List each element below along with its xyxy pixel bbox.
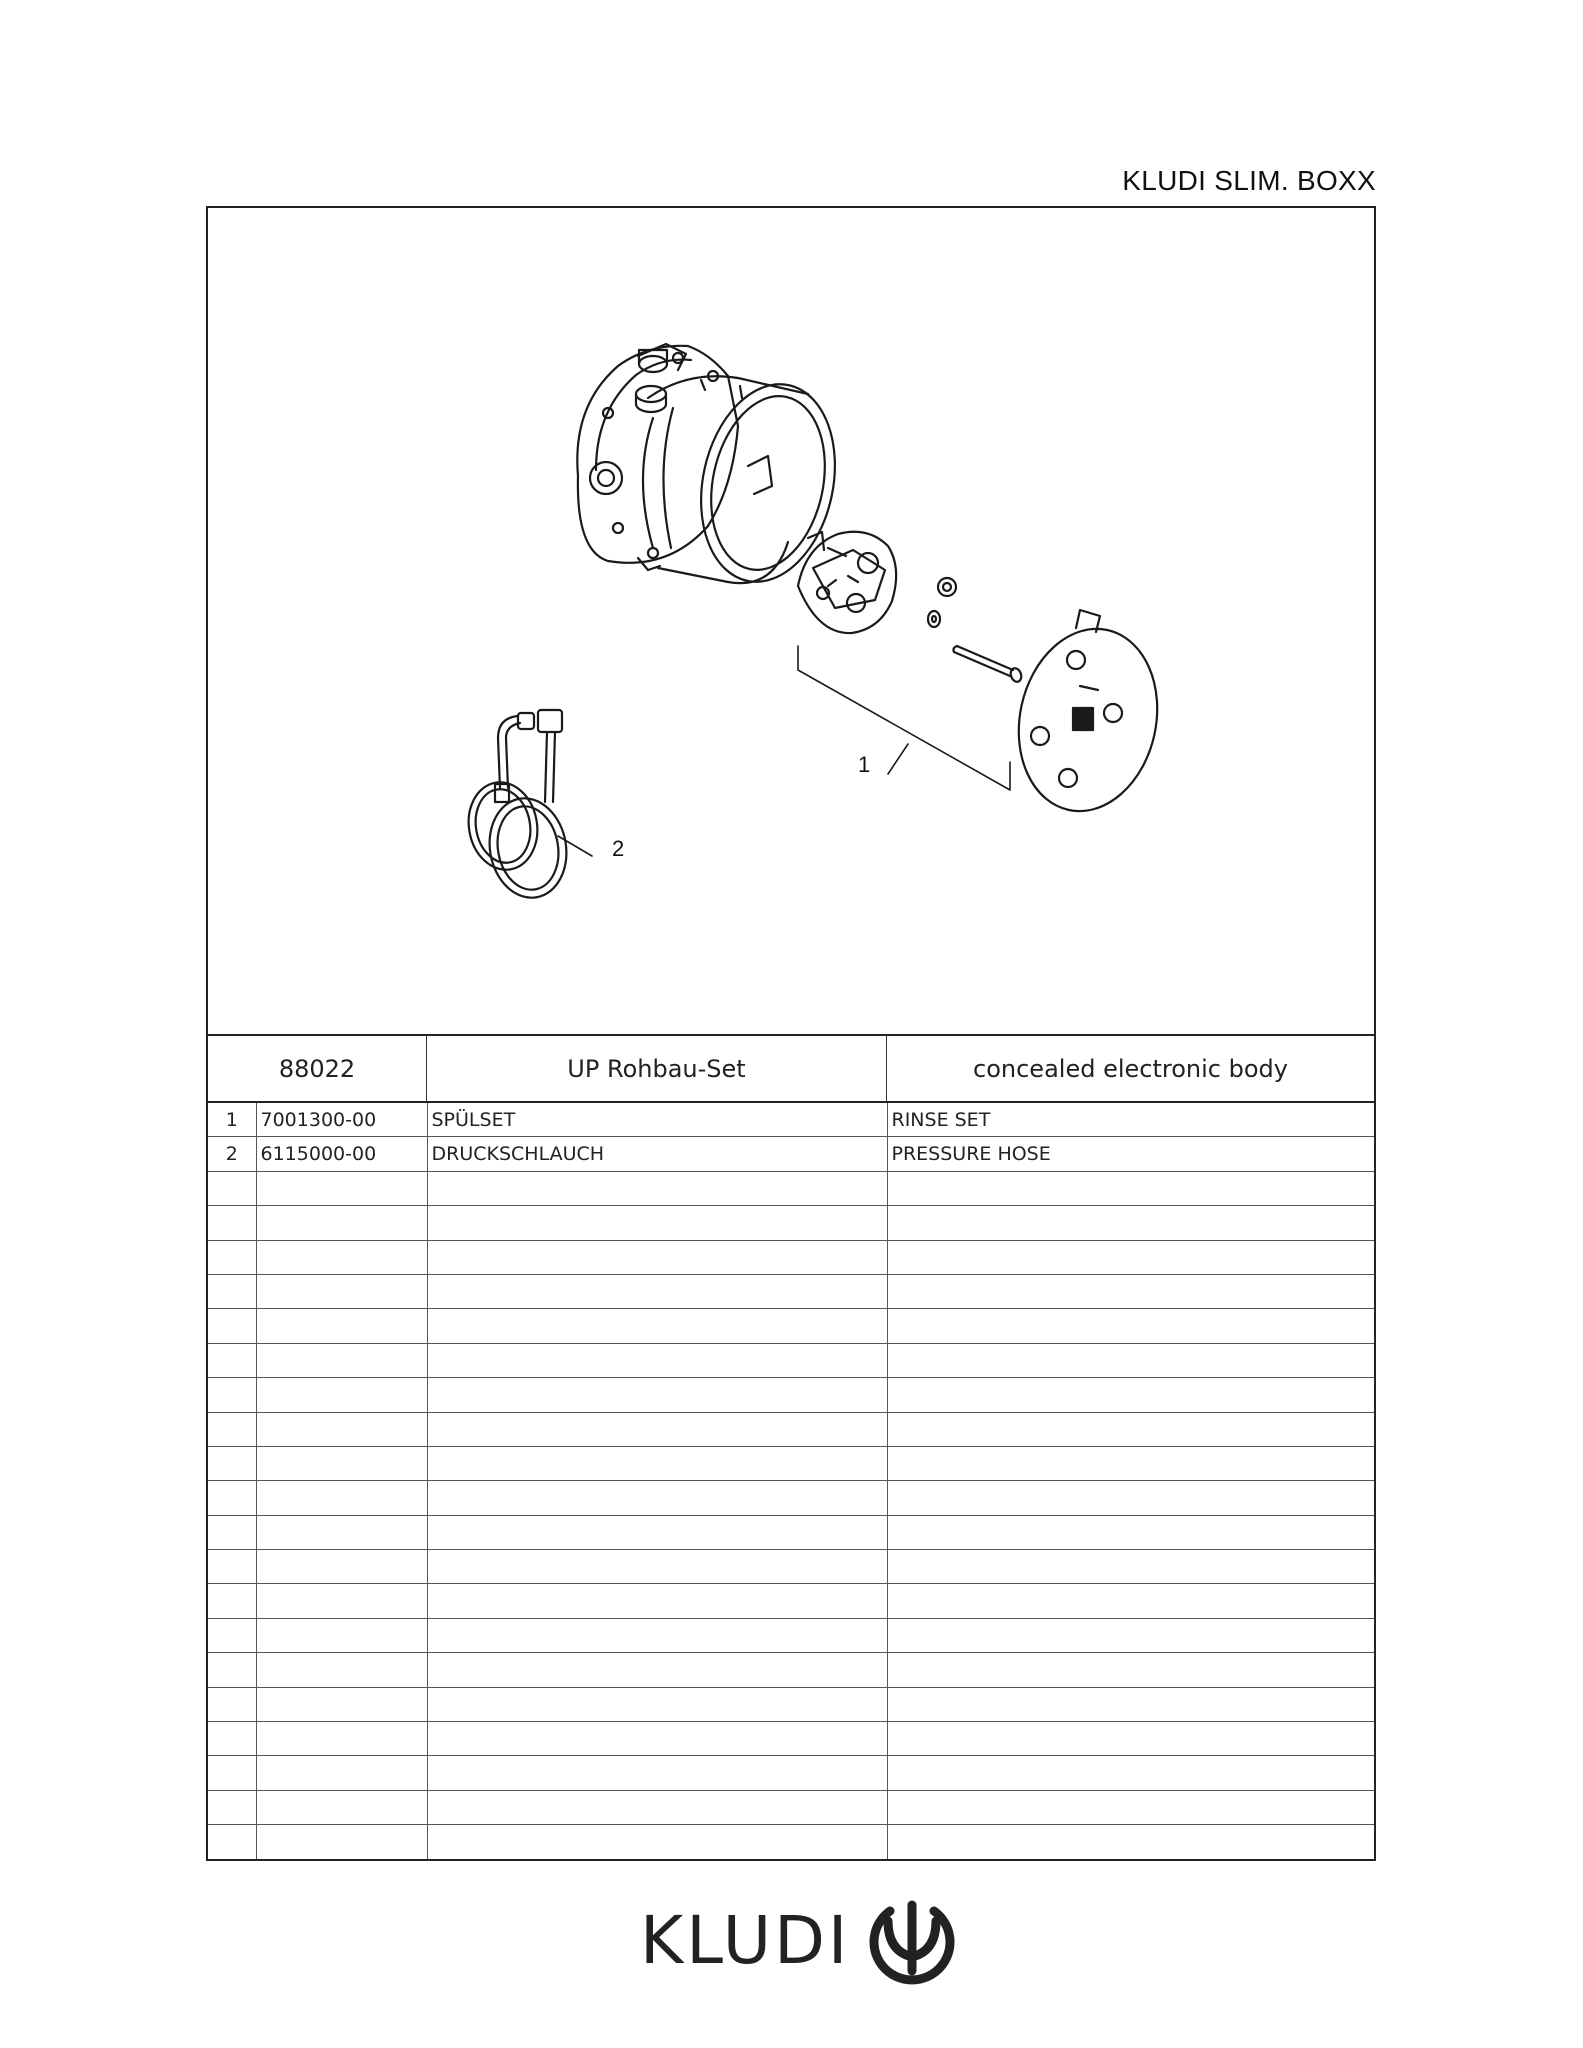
part-position	[208, 1378, 256, 1412]
part-name-english	[887, 1309, 1374, 1343]
part-position	[208, 1790, 256, 1824]
document-title: KLUDI SLIM. BOXX	[1122, 165, 1376, 196]
part-name-english: RINSE SET	[887, 1103, 1374, 1137]
part-name-english	[887, 1446, 1374, 1480]
set-header-row	[208, 1036, 1374, 1103]
part-article-number	[256, 1722, 427, 1756]
drawing-frame	[206, 206, 1376, 1861]
part-article-number: 6115000-00	[256, 1137, 427, 1171]
part-name-german	[427, 1653, 887, 1687]
part-name-english	[887, 1206, 1374, 1240]
seal-parts	[928, 578, 956, 627]
part-name-german	[427, 1274, 887, 1308]
kludi-logo	[640, 1895, 960, 1985]
cover-plate-part	[1002, 610, 1173, 824]
table-row	[208, 1756, 1374, 1790]
part-position	[208, 1515, 256, 1549]
part-position	[208, 1584, 256, 1618]
part-name-german	[427, 1790, 887, 1824]
part-article-number	[256, 1653, 427, 1687]
table-row	[208, 1618, 1374, 1652]
part-article-number	[256, 1618, 427, 1652]
part-article-number	[256, 1240, 427, 1274]
part-name-german	[427, 1309, 887, 1343]
table-row	[208, 1550, 1374, 1584]
part-position	[208, 1309, 256, 1343]
table-row	[208, 1240, 1374, 1274]
table-row	[208, 1412, 1374, 1446]
part-position	[208, 1206, 256, 1240]
table-row	[208, 1687, 1374, 1721]
part-position	[208, 1722, 256, 1756]
screw-part	[953, 646, 1023, 683]
part-name-english: PRESSURE HOSE	[887, 1137, 1374, 1171]
part-name-english	[887, 1825, 1374, 1859]
part-position	[208, 1550, 256, 1584]
part-article-number	[256, 1343, 427, 1377]
callout-label-1: 1	[858, 752, 871, 777]
part-name-german	[427, 1412, 887, 1446]
pressure-hose-part	[462, 710, 592, 904]
part-article-number	[256, 1825, 427, 1859]
logo-wordmark: KLUDI	[640, 1901, 851, 1979]
table-row	[208, 1103, 1374, 1137]
part-name-german: DRUCKSCHLAUCH	[427, 1137, 887, 1171]
part-position	[208, 1240, 256, 1274]
table-row	[208, 1653, 1374, 1687]
part-article-number	[256, 1274, 427, 1308]
part-name-german	[427, 1687, 887, 1721]
part-name-english	[887, 1550, 1374, 1584]
part-name-german: SPÜLSET	[427, 1103, 887, 1137]
part-name-german	[427, 1446, 887, 1480]
part-position: 2	[208, 1137, 256, 1171]
part-name-english	[887, 1274, 1374, 1308]
table-row	[208, 1481, 1374, 1515]
part-name-english	[887, 1618, 1374, 1652]
part-position	[208, 1171, 256, 1205]
part-name-english	[887, 1412, 1374, 1446]
exploded-view-illustration	[208, 208, 1374, 1034]
table-row	[208, 1137, 1374, 1171]
table-row	[208, 1343, 1374, 1377]
part-name-german	[427, 1584, 887, 1618]
table-row	[208, 1790, 1374, 1824]
table-row	[208, 1584, 1374, 1618]
part-name-german	[427, 1206, 887, 1240]
table-row	[208, 1378, 1374, 1412]
part-name-english	[887, 1343, 1374, 1377]
part-name-english	[887, 1687, 1374, 1721]
part-name-german	[427, 1756, 887, 1790]
parts-list-table	[208, 1103, 1374, 1859]
part-position	[208, 1412, 256, 1446]
part-position	[208, 1756, 256, 1790]
table-row	[208, 1171, 1374, 1205]
table-row	[208, 1515, 1374, 1549]
cartridge-part	[798, 532, 896, 633]
part-name-german	[427, 1618, 887, 1652]
callout-bracket-1	[798, 646, 1010, 790]
part-name-english	[887, 1378, 1374, 1412]
part-article-number	[256, 1515, 427, 1549]
part-position	[208, 1446, 256, 1480]
part-article-number	[256, 1206, 427, 1240]
part-name-english	[887, 1171, 1374, 1205]
exploded-view-drawing	[208, 208, 1374, 1036]
part-position	[208, 1618, 256, 1652]
part-name-english	[887, 1756, 1374, 1790]
callout-label-2: 2	[612, 836, 625, 861]
part-position	[208, 1825, 256, 1859]
part-article-number	[256, 1756, 427, 1790]
part-position: 1	[208, 1103, 256, 1137]
table-row	[208, 1825, 1374, 1859]
part-position	[208, 1274, 256, 1308]
table-row	[208, 1309, 1374, 1343]
set-name-german: UP Rohbau-Set	[427, 1036, 887, 1101]
part-name-german	[427, 1171, 887, 1205]
part-article-number	[256, 1171, 427, 1205]
part-name-german	[427, 1378, 887, 1412]
part-article-number	[256, 1309, 427, 1343]
part-position	[208, 1481, 256, 1515]
part-name-german	[427, 1343, 887, 1377]
part-article-number	[256, 1687, 427, 1721]
part-article-number: 7001300-00	[256, 1103, 427, 1137]
part-position	[208, 1687, 256, 1721]
part-article-number	[256, 1378, 427, 1412]
part-position	[208, 1343, 256, 1377]
part-article-number	[256, 1481, 427, 1515]
part-name-english	[887, 1584, 1374, 1618]
part-name-german	[427, 1240, 887, 1274]
part-name-german	[427, 1481, 887, 1515]
valve-body-part	[577, 344, 852, 594]
part-article-number	[256, 1412, 427, 1446]
part-position	[208, 1653, 256, 1687]
kludi-trident-circle-icon	[864, 1895, 960, 1985]
part-article-number	[256, 1790, 427, 1824]
part-name-english	[887, 1240, 1374, 1274]
part-article-number	[256, 1550, 427, 1584]
part-name-english	[887, 1722, 1374, 1756]
part-name-german	[427, 1515, 887, 1549]
set-article-number: 88022	[208, 1036, 427, 1101]
part-name-english	[887, 1515, 1374, 1549]
table-row	[208, 1274, 1374, 1308]
part-name-english	[887, 1790, 1374, 1824]
set-name-english: concealed electronic body	[973, 1054, 1288, 1083]
part-name-english	[887, 1481, 1374, 1515]
table-row	[208, 1446, 1374, 1480]
part-name-german	[427, 1825, 887, 1859]
table-row	[208, 1722, 1374, 1756]
part-article-number	[256, 1584, 427, 1618]
part-name-english	[887, 1653, 1374, 1687]
part-article-number	[256, 1446, 427, 1480]
table-row	[208, 1206, 1374, 1240]
part-name-german	[427, 1550, 887, 1584]
part-name-german	[427, 1722, 887, 1756]
